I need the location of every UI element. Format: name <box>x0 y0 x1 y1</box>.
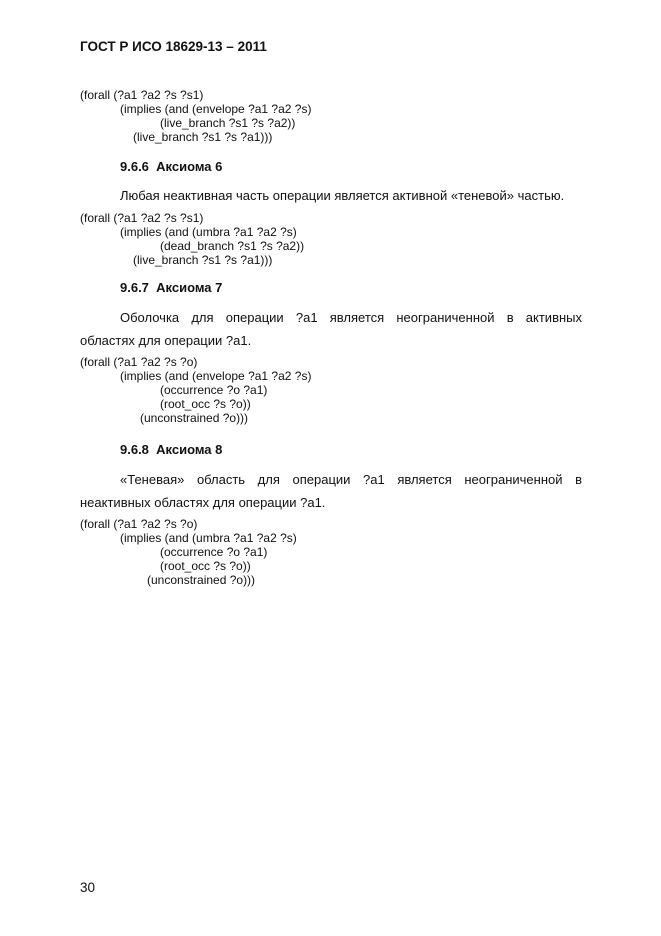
section-heading: 9.6.6 Аксиома 6 <box>120 159 223 174</box>
code-line: (occurrence ?o ?a1) <box>160 545 268 559</box>
paragraph: Оболочка для операции ?a1 является неограниченной в активных <box>120 310 582 325</box>
section-heading: 9.6.8 Аксиома 8 <box>120 442 223 457</box>
document-header: ГОСТ Р ИСО 18629-13 – 2011 <box>80 39 267 54</box>
page-number: 30 <box>80 880 96 895</box>
code-line: (forall (?a1 ?a2 ?s ?s1) <box>80 211 204 225</box>
code-line: (implies (and (umbra ?a1 ?a2 ?s) <box>120 531 297 545</box>
code-line: (dead_branch ?s1 ?s ?a2)) <box>160 239 305 253</box>
code-line: (forall (?a1 ?a2 ?s ?s1) <box>80 88 204 102</box>
code-line: (root_occ ?s ?o)) <box>160 559 251 573</box>
code-line: (implies (and (umbra ?a1 ?a2 ?s) <box>120 225 297 239</box>
section-heading: 9.6.7 Аксиома 7 <box>120 280 223 295</box>
code-line: (live_branch ?s1 ?s ?a2)) <box>160 116 296 130</box>
code-line: (live_branch ?s1 ?s ?a1))) <box>133 130 273 144</box>
code-line: (unconstrained ?o))) <box>140 411 249 425</box>
paragraph-continuation: неактивных областях для операции ?a1. <box>80 495 326 510</box>
paragraph: «Теневая» область для операции ?a1 является неограниченной в <box>120 472 582 487</box>
code-line: (root_occ ?s ?o)) <box>160 397 251 411</box>
code-line: (forall (?a1 ?a2 ?s ?o) <box>80 517 198 531</box>
code-line: (implies (and (envelope ?a1 ?a2 ?s) <box>120 369 312 383</box>
paragraph-continuation: областях для операции ?a1. <box>80 333 252 348</box>
code-line: (live_branch ?s1 ?s ?a1))) <box>133 253 273 267</box>
code-line: (forall (?a1 ?a2 ?s ?o) <box>80 355 198 369</box>
code-line: (unconstrained ?o))) <box>147 573 256 587</box>
paragraph: Любая неактивная часть операции является активной «теневой» частью. <box>120 188 565 203</box>
code-line: (occurrence ?o ?a1) <box>160 383 268 397</box>
code-line: (implies (and (envelope ?a1 ?a2 ?s) <box>120 102 312 116</box>
